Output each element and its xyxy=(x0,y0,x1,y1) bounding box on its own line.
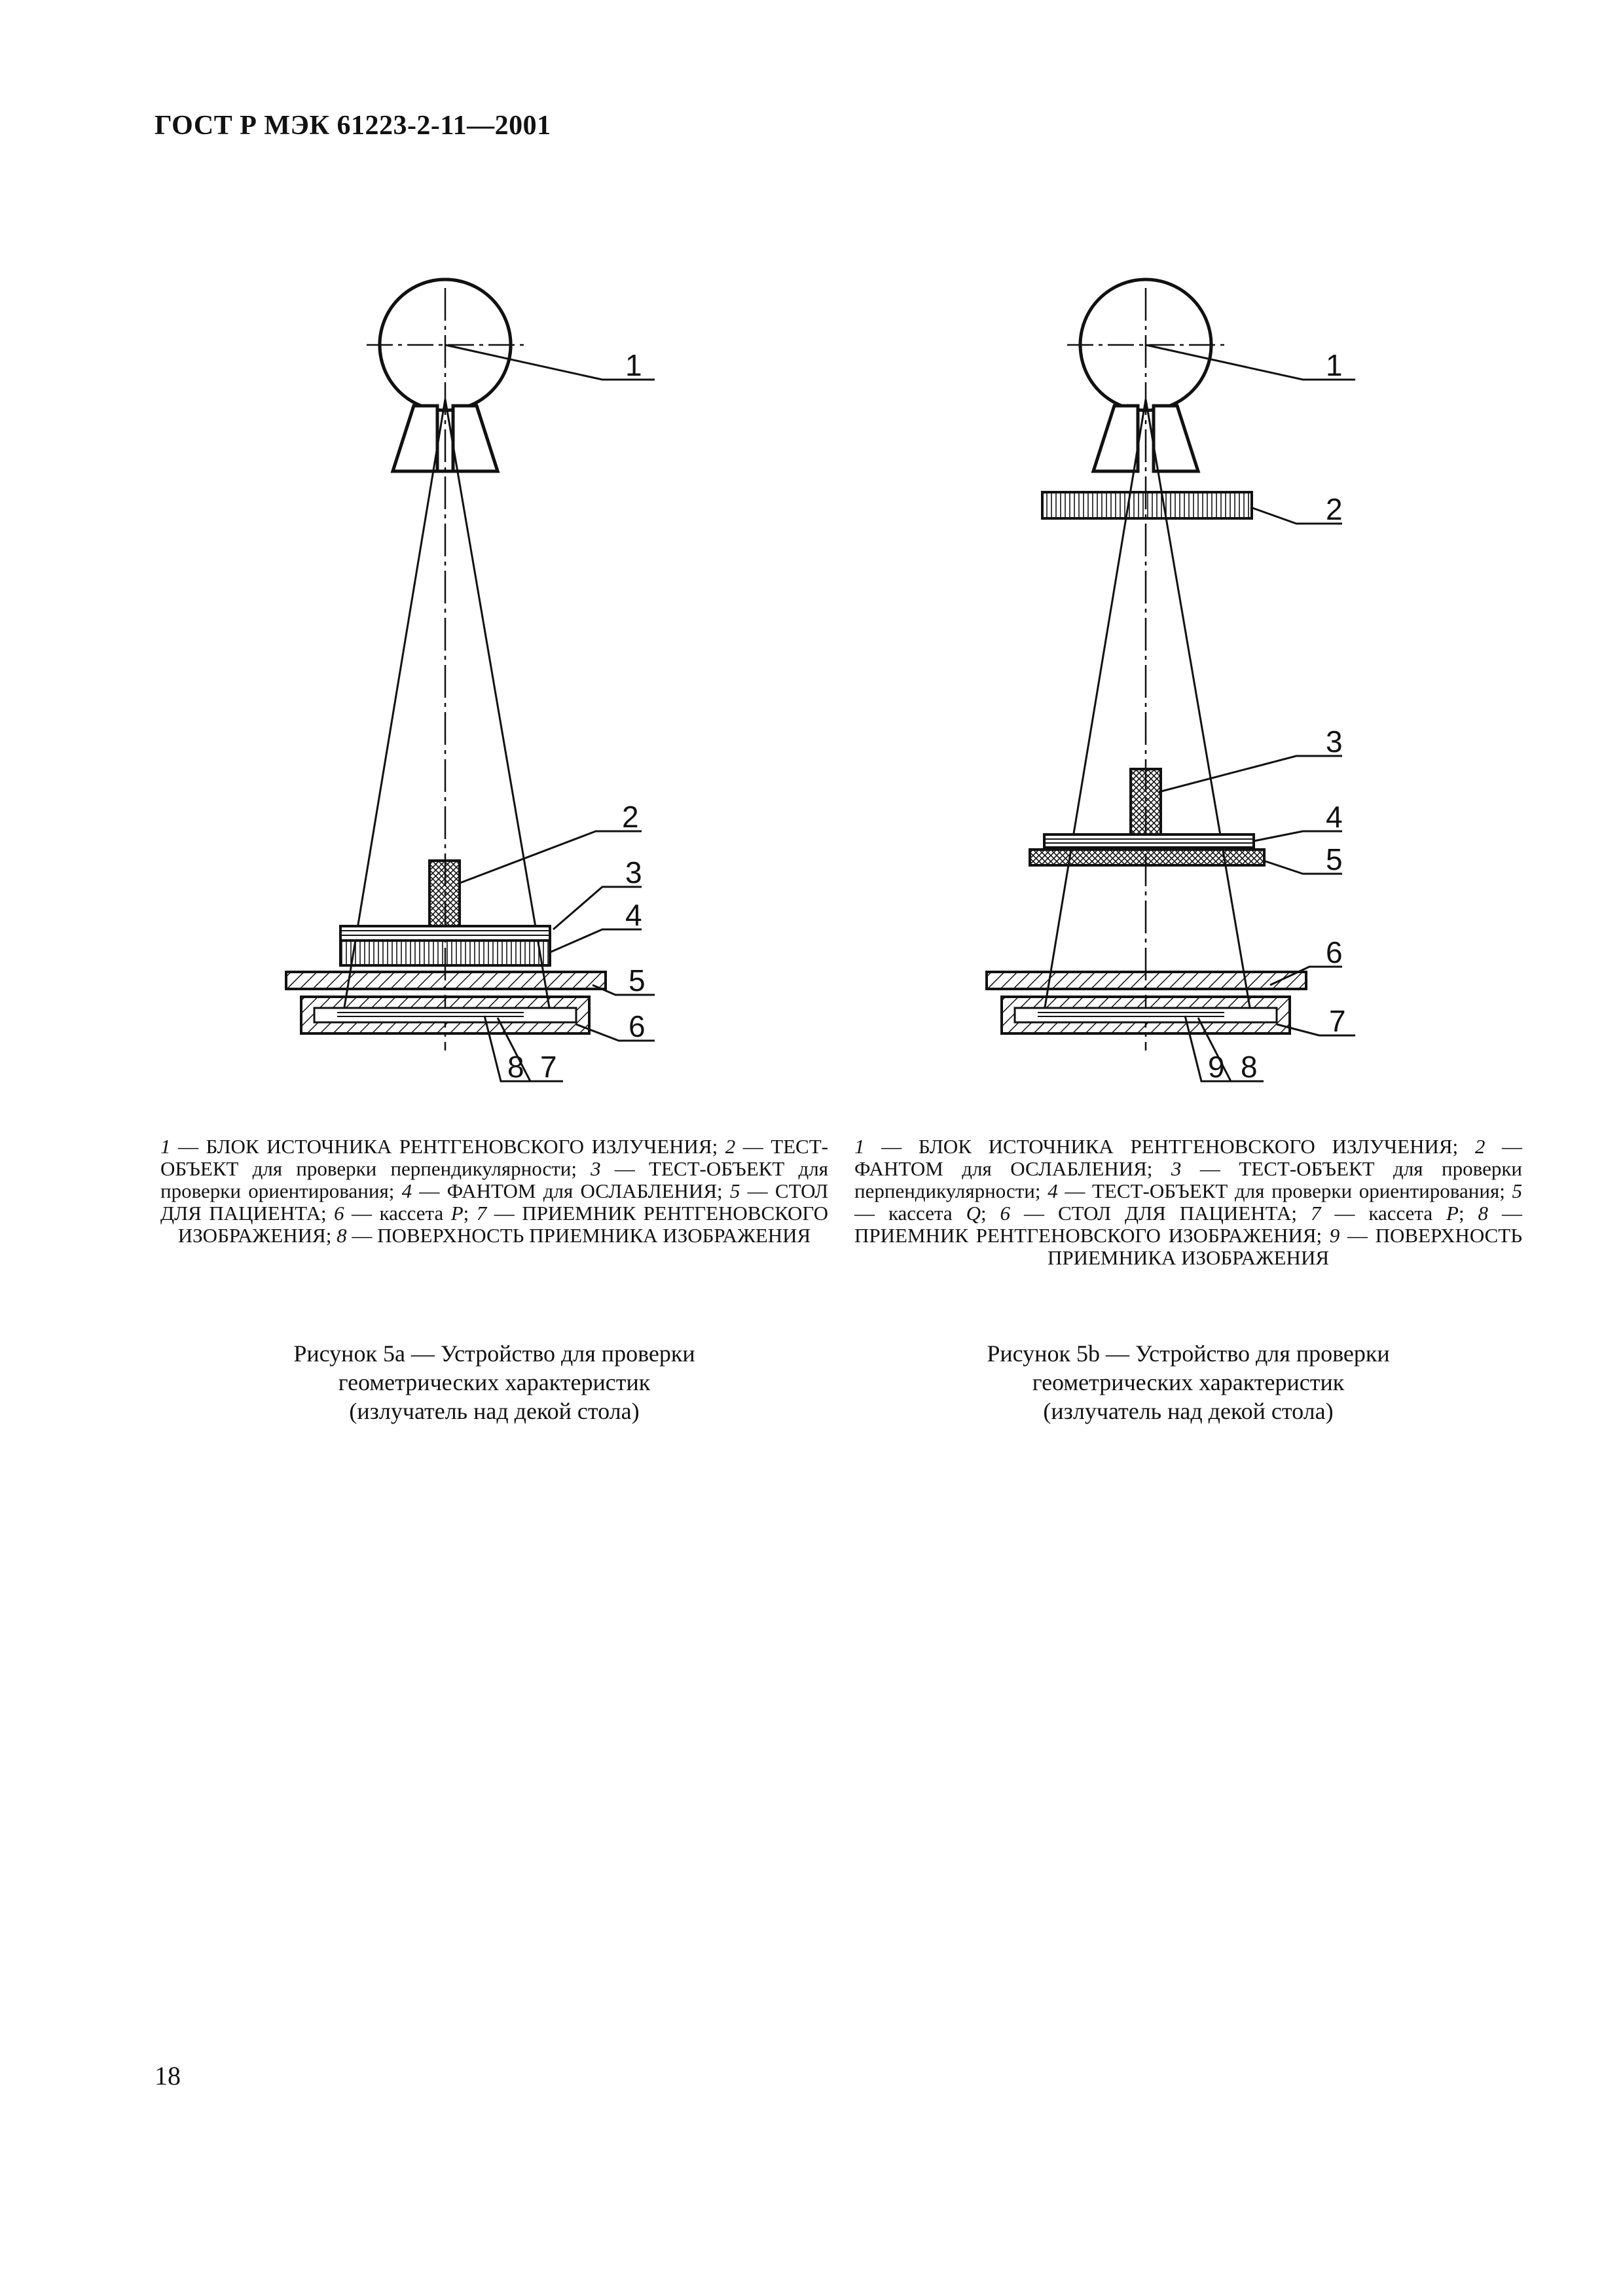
legend-key: 8 xyxy=(337,1224,347,1247)
legend-text: — БЛОК ИСТОЧНИКА РЕНТГЕНОВСКОГО ИЗЛУЧЕНИЯ; xyxy=(864,1135,1475,1158)
cassette-q xyxy=(1030,850,1264,865)
legend-text: — ТЕСТ-ОБЪЕКТ для проверки перпендикулярности; xyxy=(160,1135,828,1180)
legend-text: ; xyxy=(463,1202,477,1225)
legend-text: — ПРИЕМНИК РЕНТГЕНОВСКОГО ИЗОБРАЖЕНИЯ; xyxy=(177,1202,828,1247)
legend-text: ; xyxy=(980,1202,1000,1225)
legend-key: P xyxy=(1446,1202,1459,1225)
attenuation-phantom xyxy=(340,941,550,965)
legend-key: 6 xyxy=(334,1202,344,1225)
legend-text: — СТОЛ ДЛЯ ПАЦИЕНТА; xyxy=(1010,1202,1311,1225)
caption-line: (излучатель над декой стола) xyxy=(349,1398,640,1424)
caption-line: геометрических характеристик xyxy=(1032,1369,1345,1395)
label-7: 7 xyxy=(540,1050,557,1084)
label-2: 2 xyxy=(622,800,639,834)
label-8: 8 xyxy=(1241,1050,1258,1084)
legend-text: — ПОВЕРХНОСТЬ ПРИЕМНИКА ИЗОБРАЖЕНИЯ xyxy=(346,1224,811,1247)
legend-key: 9 xyxy=(1329,1224,1340,1247)
cassette-p xyxy=(301,997,589,1033)
label-7: 7 xyxy=(1329,1004,1346,1038)
caption-line: Рисунок 5b — Устройство для проверки xyxy=(987,1340,1390,1367)
label-3: 3 xyxy=(1326,725,1343,759)
legend-key: 5 xyxy=(729,1179,740,1202)
legend-text: — ФАНТОМ для ОСЛАБЛЕНИЯ; xyxy=(854,1135,1522,1180)
legend-text: — ТЕСТ-ОБЪЕКТ для проверки перпендикулярности; xyxy=(854,1157,1522,1202)
legend-key: 1 xyxy=(160,1135,171,1158)
legend-text: — ПРИЕМНИК РЕНТГЕНОВСКОГО ИЗОБРАЖЕНИЯ; xyxy=(854,1202,1522,1247)
figure-5b-legend xyxy=(854,1136,1522,1269)
label-5: 5 xyxy=(629,963,646,997)
legend-key: 3 xyxy=(591,1157,601,1180)
label-1: 1 xyxy=(625,348,642,382)
caption-line: (излучатель над декой стола) xyxy=(1043,1398,1334,1424)
label-4: 4 xyxy=(625,898,642,932)
legend-key: 7 xyxy=(476,1202,487,1225)
label-6: 6 xyxy=(629,1009,646,1043)
legend-key: 2 xyxy=(1474,1135,1486,1158)
legend-key: 8 xyxy=(1478,1202,1489,1225)
attenuation-phantom xyxy=(1042,492,1252,518)
label-5: 5 xyxy=(1326,842,1343,876)
figure-5a-caption xyxy=(160,1339,828,1426)
legend-key: 6 xyxy=(1000,1202,1011,1225)
legend-text: — ПОВЕРХНОСТЬ ПРИЕМНИКА ИЗОБРАЖЕНИЯ xyxy=(1047,1224,1522,1269)
label-8: 8 xyxy=(507,1050,524,1084)
figure-5a-drawing xyxy=(262,249,720,1100)
legend-text: — кассета xyxy=(1321,1202,1447,1225)
label-3: 3 xyxy=(625,855,642,889)
legend-key: 2 xyxy=(725,1135,736,1158)
label-9: 9 xyxy=(1208,1050,1225,1084)
test-object-perpendicularity xyxy=(429,861,460,926)
figure-5b xyxy=(962,249,1421,1100)
caption-line: Рисунок 5а — Устройство для проверки xyxy=(293,1340,695,1367)
label-4: 4 xyxy=(1326,800,1343,834)
cassette-p xyxy=(1002,997,1290,1033)
legend-key: 4 xyxy=(1048,1179,1058,1202)
legend-text: — кассета xyxy=(344,1202,451,1225)
legend-key: 3 xyxy=(1171,1157,1182,1180)
figure-5b-drawing xyxy=(962,249,1421,1100)
legend-key: 5 xyxy=(1512,1179,1523,1202)
legend-key: P xyxy=(450,1202,464,1225)
caption-line: геометрических характеристик xyxy=(338,1369,651,1395)
label-2: 2 xyxy=(1326,492,1343,526)
label-1: 1 xyxy=(1326,348,1343,382)
patient-table xyxy=(286,972,606,989)
legend-text: — ТЕСТ-ОБЪЕКТ для проверки ориентирования; xyxy=(160,1157,828,1202)
figure-5a-legend xyxy=(160,1136,828,1247)
label-6: 6 xyxy=(1326,935,1343,969)
figure-5b-caption xyxy=(854,1339,1522,1426)
figure-5a xyxy=(262,249,720,1100)
page-number: 18 xyxy=(155,2061,181,2090)
test-object-perpendicularity xyxy=(1131,769,1161,834)
legend-text: — ФАНТОМ для ОСЛАБЛЕНИЯ; xyxy=(412,1179,730,1202)
legend-text: ; xyxy=(1458,1202,1478,1225)
test-object-orientation xyxy=(1044,834,1254,848)
legend-key: Q xyxy=(966,1202,981,1225)
legend-text: — СТОЛ ДЛЯ ПАЦИЕНТА; xyxy=(160,1179,828,1225)
legend-key: 7 xyxy=(1310,1202,1321,1225)
legend-text: — ТЕСТ-ОБЪЕКТ для проверки ориентирования; xyxy=(1057,1179,1512,1202)
patient-table xyxy=(987,972,1306,989)
legend-key: 1 xyxy=(854,1135,865,1158)
document-header: ГОСТ Р МЭК 61223-2-11—2001 xyxy=(155,111,551,141)
legend-text: — кассета xyxy=(854,1202,966,1225)
test-object-orientation xyxy=(340,926,550,941)
legend-key: 4 xyxy=(401,1179,412,1202)
legend-text: — БЛОК ИСТОЧНИКА РЕНТГЕНОВСКОГО ИЗЛУЧЕНИЯ; xyxy=(170,1135,725,1158)
